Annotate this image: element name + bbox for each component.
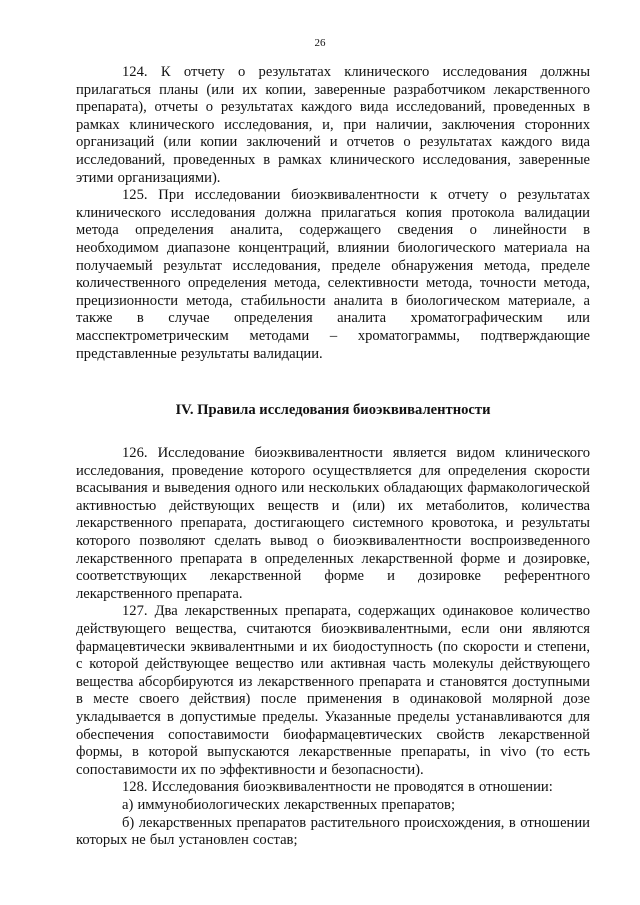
page-number: 26 bbox=[314, 37, 326, 49]
list-item-b: б) лекарственных препаратов растительного происхождения, в отношении которых не был установлен состав; bbox=[76, 814, 590, 849]
paragraph-125: 125. При исследовании биоэквивалентности к отчету о результатах клинического исследования должна прилагаться копия протокола валидации метода определения аналита, содержащего сведения о линейности в необходимом диапазоне концентраций, влиянии биологического материала на получаемый результат исследования, пределе обнаружения метода, пределе количественного определения метода, селективности метода, точности метода, прецизионности метода, стабильности аналита в биологическом материале, а также в случае определения аналита хроматографическим или масспектрометрическим методами – хроматограммы, подтверждающие представленные результаты валидации. bbox=[76, 187, 590, 362]
paragraph-128: 128. Исследования биоэквивалентности не проводятся в отношении: bbox=[122, 779, 553, 796]
paragraph-126: 126. Исследование биоэквивалентности является видом клинического исследования, проведение которого осуществляется для определения скорости всасывания и выведения одного или нескольких обладающих фармакологической активностью действующих веществ и (или) их метаболитов, количества лекарственного препарата, достигающего системного кровотока, и результаты которого позволяют сделать вывод о биоэквивалентности воспроизведенного лекарственного препарата в определенных лекарственной форме и дозировке, соответствующих лекарственной форме и дозировке референтного лекарственного препарата. bbox=[76, 445, 590, 602]
list-item-a: а) иммунобиологических лекарственных препаратов; bbox=[122, 796, 455, 813]
section-heading: IV. Правила исследования биоэквивалентности bbox=[175, 402, 491, 419]
paragraph-127: 127. Два лекарственных препарата, содержащих одинаковое количество действующего вещества, считаются биоэквивалентными, если они являются фармацевтически эквивалентными и их биодоступность (по скорости и степени, с которой действующее вещество или активная часть молекулы действующего вещества абсорбируются из лекарственного препарата и становятся доступными в месте своего действия) после применения в одинаковой молярной дозе укладывается в допустимые пределы. Указанные пределы устанавливаются для обеспечения сопоставимости биофармацевтических свойств лекарственной формы, в которой выпускаются лекарственные препараты, in vivo (то есть сопоставимости их по эффективности и безопасности). bbox=[76, 603, 590, 778]
paragraph-124: 124. К отчету о результатах клинического исследования должны прилагаться планы (или их копии, заверенные разработчиком лекарственного препарата), отчеты о результатах каждого вида исследований, проведенных в рамках клинического исследования, и, при наличии, заключения сторонних организаций (или копии заключений и отчетов о результатах каждого вида исследований, проведенных в рамках клинического исследования, заверенные этими организациями). bbox=[76, 64, 590, 186]
